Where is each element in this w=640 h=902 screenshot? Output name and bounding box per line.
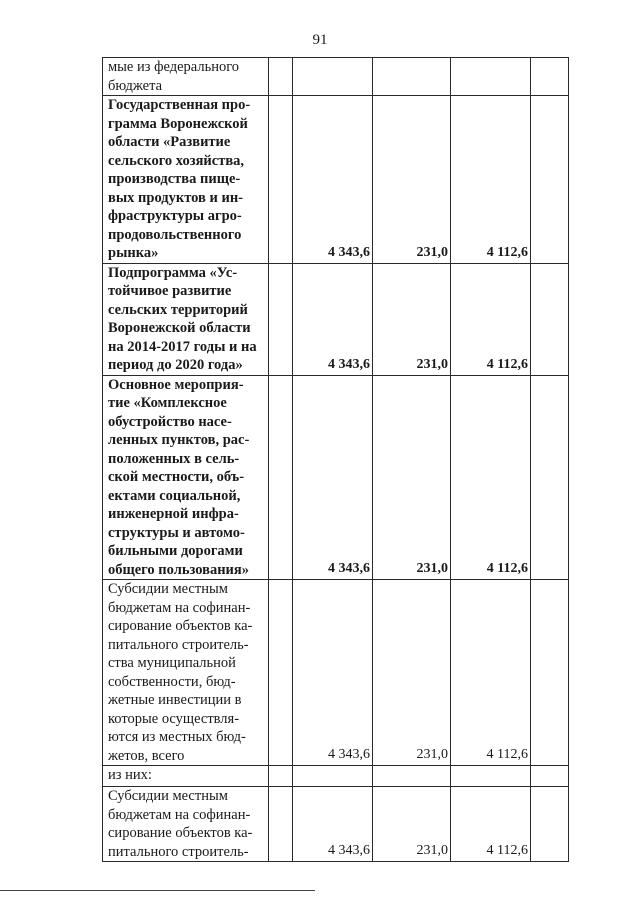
row-name-cell: мые из федерального бюджета — [103, 58, 269, 96]
value-total-cell: 4 343,6 — [293, 375, 373, 580]
row-name-cell: из них: — [103, 766, 269, 787]
value-part2-cell — [451, 58, 531, 96]
value-part2-cell: 4 112,6 — [451, 375, 531, 580]
value-part2-cell: 4 112,6 — [451, 263, 531, 375]
value-part2-cell: 4 112,6 — [451, 96, 531, 264]
value-total-cell: 4 343,6 — [293, 263, 373, 375]
empty-cell — [531, 787, 569, 862]
value-part2-cell: 4 112,6 — [451, 580, 531, 766]
value-part1-cell: 231,0 — [373, 580, 451, 766]
value-part1-cell — [373, 766, 451, 787]
value-total-cell — [293, 58, 373, 96]
value-total-cell: 4 343,6 — [293, 96, 373, 264]
empty-cell — [531, 263, 569, 375]
empty-cell — [531, 766, 569, 787]
empty-cell — [269, 375, 293, 580]
value-total-cell: 4 343,6 — [293, 580, 373, 766]
value-part1-cell — [373, 58, 451, 96]
table-row — [103, 263, 569, 375]
empty-cell — [531, 58, 569, 96]
row-name-cell: Субсидии местным бюджетам на софинан- сирование объектов ка- питального строитель- ства муниципальной собственности, бюд- жетные инвестиции в которые осуществля- ются из местных бюд- жетов, всего — [103, 580, 269, 766]
table-row — [103, 58, 569, 96]
value-part1-cell: 231,0 — [373, 787, 451, 862]
table-row — [103, 96, 569, 264]
empty-cell — [269, 263, 293, 375]
value-part2-cell — [451, 766, 531, 787]
value-part1-cell: 231,0 — [373, 96, 451, 264]
value-total-cell: 4 343,6 — [293, 787, 373, 862]
empty-cell — [269, 58, 293, 96]
empty-cell — [269, 787, 293, 862]
table-row — [103, 375, 569, 580]
empty-cell — [269, 96, 293, 264]
empty-cell — [269, 580, 293, 766]
row-name-cell: Субсидии местным бюджетам на софинан- сирование объектов ка- питального строитель- — [103, 787, 269, 862]
empty-cell — [531, 375, 569, 580]
budget-table — [102, 57, 569, 862]
page-number: 91 — [312, 32, 328, 48]
table-row — [103, 787, 569, 862]
empty-cell — [269, 766, 293, 787]
table-row — [103, 580, 569, 766]
value-total-cell — [293, 766, 373, 787]
footer-divider — [0, 890, 315, 891]
value-part1-cell: 231,0 — [373, 263, 451, 375]
table-row — [103, 766, 569, 787]
empty-cell — [531, 96, 569, 264]
row-name-cell: Подпрограмма «Ус- тойчивое развитие сельских территорий Воронежской области на 2014-2017 годы и на период до 2020 года» — [103, 263, 269, 375]
empty-cell — [531, 580, 569, 766]
value-part1-cell: 231,0 — [373, 375, 451, 580]
row-name-cell: Основное мероприя- тие «Комплексное обустройство насе- ленных пунктов, рас- положенных в сель- ской местности, объ- ектами социальной, инженерной инфра- структуры и автомо- бильными дорогами общего пользования» — [103, 375, 269, 580]
value-part2-cell: 4 112,6 — [451, 787, 531, 862]
row-name-cell: Государственная про- грамма Воронежской области «Развитие сельского хозяйства, производства пище- вых продуктов и ин- фраструктуры агро- продовольственного рынка» — [103, 96, 269, 264]
